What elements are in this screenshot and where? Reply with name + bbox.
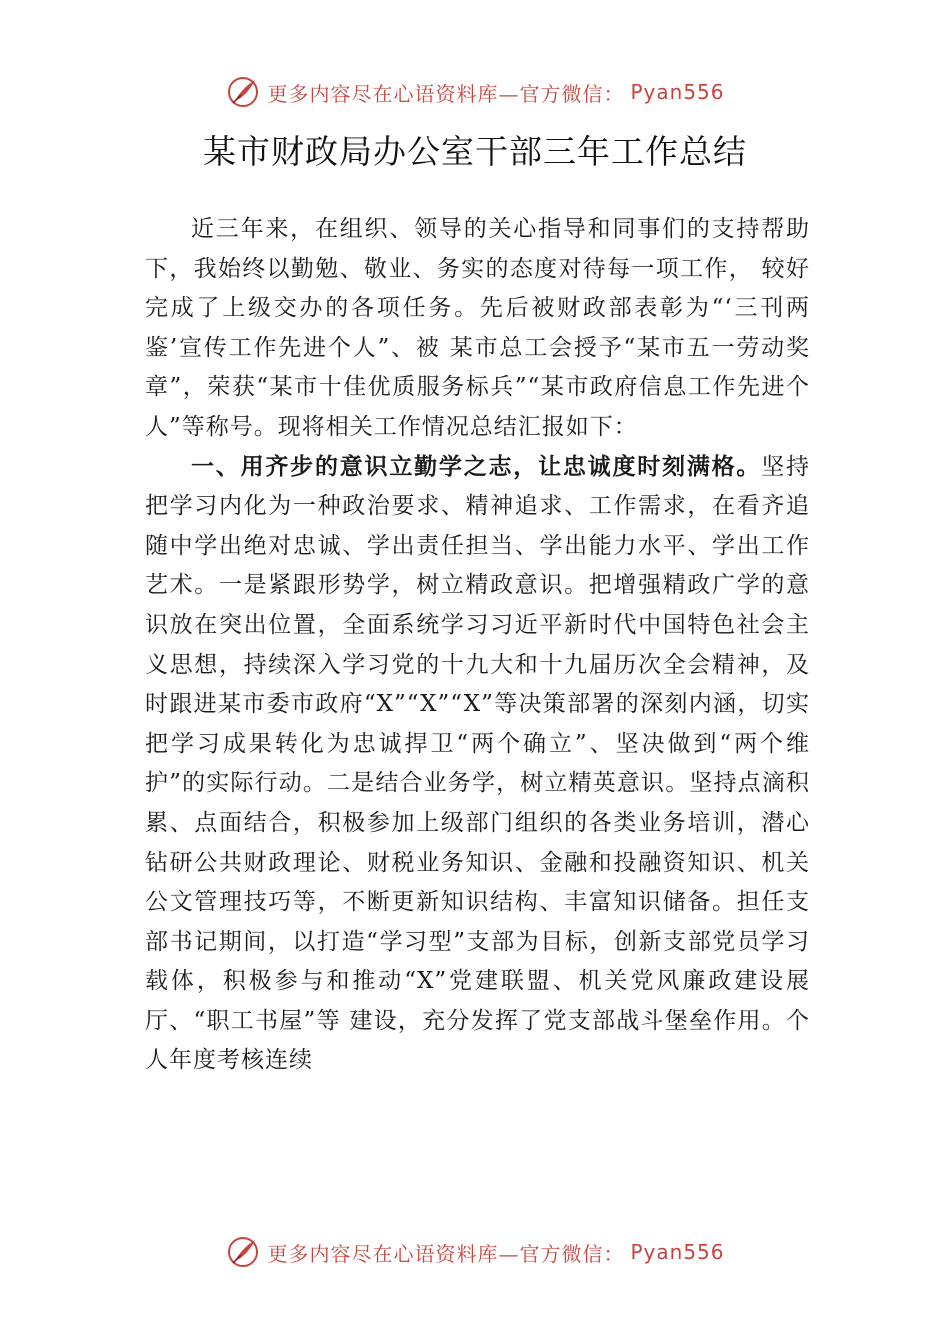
watermark-wechat-id: Pyan556 [630,1240,725,1264]
document-title: 某市财政局办公室干部三年工作总结 [203,132,747,171]
feather-pen-seal-icon [225,1234,261,1270]
section-1-heading: 一、用齐步的意识立勤学之志，让忠诚度时刻满格。 [191,453,762,480]
section-1-text: 坚持把学习内化为一种政治要求、精神追求、工作需求，在看齐追随中学出绝对忠诚、学出责任担当、学出能力水平、学出工作艺术。一是紧跟形势学，树立精政意识。把增强精政广学的意识放在突出位置，全面系统学习习近平新时代中国特色社会主义思想，持续深入学习党的十九大和十九届历次全会精神，及时跟进某市委市政府“X”“X”“X”等决策部署的深刻内涵，切实把学习成果转化为忠诚捍卫“两个确立”、坚决做到“两个维护”的实际行动。二是结合业务学，树立精英意识。坚持点滴积累、点面结合，积极参加上级部门组织的各类业务培训，潜心钻研公共财政理论、财税业务知识、金融和投融资知识、机关公文管理技巧等，不断更新知识结构、丰富知识储备。担任支部书记期间，以打造“学习型”支部为目标，创新支部党员学习载体，积极参与和推动“X”党建联盟、机关党风廉政建设展厅、“职工书屋”等 建设，充分发挥了党支部战斗堡垒作用。个人年度考核连续 [145,453,811,1074]
watermark-text: 更多内容尽在心语资料库—官方微信： [267,81,625,106]
section-1-paragraph [145,448,810,1082]
watermark-wechat-id: Pyan556 [630,80,725,104]
feather-pen-seal-icon [225,74,261,110]
intro-paragraph: 近三年来，在组织、领导的关心指导和同事们的支持帮助下，我始终以勤勉、敬业、务实的态度对待每一项工作， 较好完成了上级交办的各项任务。先后被财政部表彰为“‘三刊两鉴’宣传工作先进个人”、被 某市总工会授予“某市五一劳动奖章”，荣获“某市十佳优质服务标兵”“某市政府信息工作先进个人”等称号。现将相关工作情况总结汇报如下： [145,216,810,440]
watermark-text: 更多内容尽在心语资料库—官方微信： [267,1241,625,1266]
document-body [145,210,810,1081]
header-watermark [0,72,950,112]
footer-watermark [0,1232,950,1272]
